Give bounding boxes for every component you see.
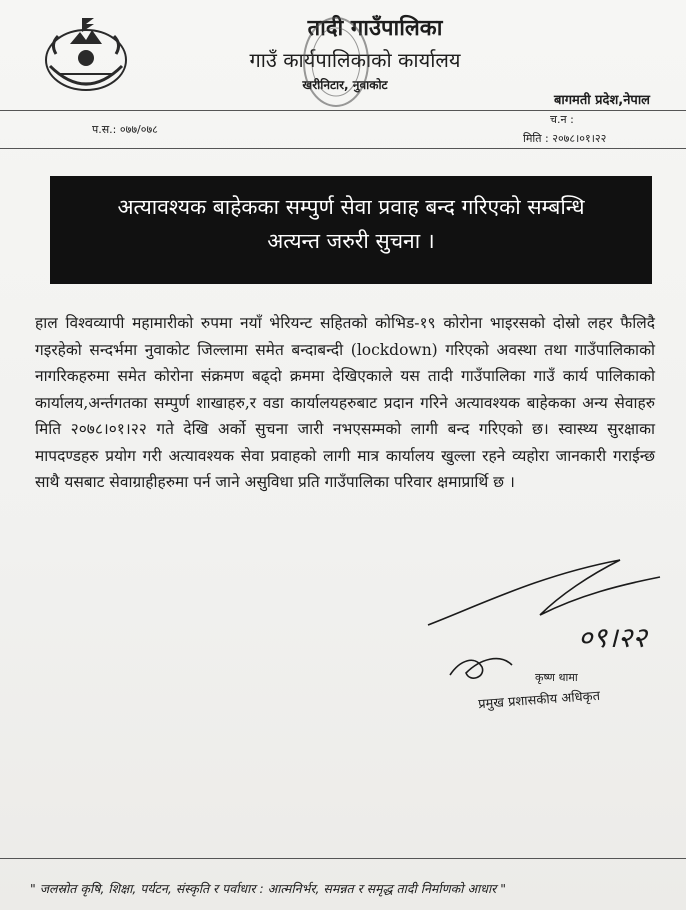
office-address: खरीनिटार, नुवाकोट — [302, 78, 388, 92]
office-name: गाउँ कार्यपालिकाको कार्यालय — [249, 48, 461, 72]
notice-banner — [50, 176, 652, 284]
notice-body: हाल विश्वव्यापी महामारीको रुपमा नयाँ भेरियन्ट सहितको कोभिड-१९ कोरोना भाइरसको दोस्रो लहर फैलिदै गइरहेको सन्दर्भमा नुवाकोट जिल्लामा समेत बन्दाबन्दी (lockdown) गरिएको अवस्था तथा गाउँपालिकाको नागरिकहरुमा समेत कोरोना संक्रमण बढ्दो क्रममा देखिएकाले यस तादी गाउँपालिका गाउँ कार्य पालिकाको कार्यालय,अर्न्तगतका सम्पुर्ण शाखाहरु,र वडा कार्यालयहरुबाट प्रदान गरिने अत्यावश्यक बाहेकका अन्य सेवाहरु मिति २०७८।०१।२२ गते देखि अर्को सुचना जारी नभएसम्मको लागी बन्द गरिएको छ। स्वास्थ्य सुरक्षाका मापदण्डहरु प्रयोग गरी अत्यावश्यक सेवा प्रवाहको लागी मात्र कार्यालय खुल्ला रहने व्यहोरा जानकारी गराईन्छ साथै यसबाट सेवाग्राहीहरुमा पर्न जाने असुविधा प्रति गाउँपालिका परिवार क्षमाप्रार्थि छ । — [35, 314, 655, 491]
dispatch-number: च.न : — [550, 113, 574, 126]
letter-date: मिति : २०७८।०१।२२ — [523, 132, 607, 145]
footer-divider — [0, 858, 686, 859]
header-divider — [0, 110, 686, 111]
notice-subject: अत्यावश्यक बाहेकका सम्पुर्ण सेवा प्रवाह बन्द गरिएको सम्बन्धि — [117, 195, 585, 219]
municipality-name: तादी गाउँपालिका — [307, 16, 443, 41]
nepal-emblem-icon — [40, 14, 132, 98]
refs-divider — [0, 148, 686, 149]
notice-urgency: अत्यन्त जरुरी सुचना । — [267, 229, 435, 253]
signatory-name: कृष्ण थामा — [535, 671, 578, 684]
handwritten-date: ०९।२२ — [578, 622, 647, 653]
reference-number: प.स.: ०७७/०७८ — [92, 123, 158, 136]
province-label: बागमती प्रदेश,नेपाल — [553, 93, 650, 108]
signatory-title: प्रमुख प्रशासकीय अधिकृत — [477, 688, 601, 713]
footer-slogan: " जलस्रोत कृषि, शिक्षा, पर्यटन, संस्कृति र पर्वाधार : आत्मनिर्भर, समन्नत र समृद्ध तादी निर्माणको आधार " — [30, 881, 507, 896]
office-stamp-icon — [300, 14, 372, 110]
